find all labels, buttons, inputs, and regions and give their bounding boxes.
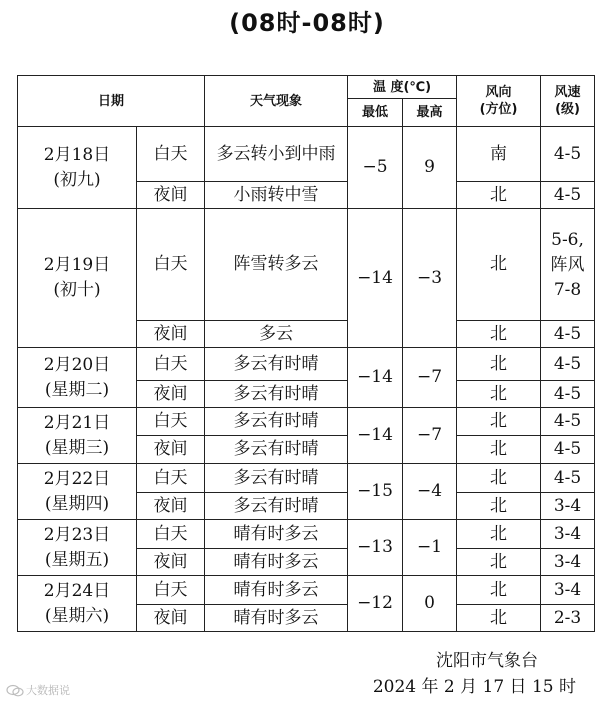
period-cell: 白天 bbox=[137, 127, 205, 182]
period-cell: 白天 bbox=[137, 408, 205, 436]
date-label: 2月18日 bbox=[43, 144, 111, 165]
wind-speed-cell: 4-5 bbox=[541, 464, 595, 493]
lunar-label: (初九) bbox=[53, 169, 101, 190]
date-cell bbox=[18, 520, 137, 576]
weather-cell: 晴有时多云 bbox=[205, 576, 348, 605]
weather-cell: 晴有时多云 bbox=[205, 605, 348, 632]
min-temp-cell: −14 bbox=[348, 209, 403, 348]
header-max-temp: 最高 bbox=[403, 99, 457, 127]
weather-cell: 多云 bbox=[205, 321, 348, 348]
date-cell bbox=[18, 348, 137, 408]
period-cell: 夜间 bbox=[137, 549, 205, 576]
period-cell: 夜间 bbox=[137, 605, 205, 632]
wind-direction-cell: 北 bbox=[457, 348, 541, 381]
wind-direction-cell: 北 bbox=[457, 321, 541, 348]
header-wind-direction-unit: (方位) bbox=[479, 102, 518, 117]
min-temp-cell: −14 bbox=[348, 408, 403, 464]
period-cell: 白天 bbox=[137, 576, 205, 605]
wind-speed-cell: 5-6,阵风7-8 bbox=[541, 209, 595, 321]
wind-direction-cell: 北 bbox=[457, 464, 541, 493]
weather-cell: 多云有时晴 bbox=[205, 348, 348, 381]
date-label: 2月22日 bbox=[43, 468, 111, 489]
table-row bbox=[18, 520, 595, 549]
date-cell bbox=[18, 209, 137, 348]
date-label: 2月24日 bbox=[43, 580, 111, 601]
weather-cell: 多云有时晴 bbox=[205, 408, 348, 436]
wind-speed-cell: 3-4 bbox=[541, 520, 595, 549]
wind-speed-cell: 3-4 bbox=[541, 549, 595, 576]
period-cell: 白天 bbox=[137, 520, 205, 549]
max-temp-cell: −7 bbox=[403, 348, 457, 408]
wind-direction-cell: 南 bbox=[457, 127, 541, 182]
header-wind-speed bbox=[541, 76, 595, 127]
wind-direction-cell: 北 bbox=[457, 576, 541, 605]
header-wind-speed-label: 风速 bbox=[554, 85, 581, 100]
wind-direction-cell: 北 bbox=[457, 520, 541, 549]
header-temperature: 温 度(℃) bbox=[348, 76, 457, 99]
min-temp-cell: −13 bbox=[348, 520, 403, 576]
period-cell: 夜间 bbox=[137, 493, 205, 520]
max-temp-cell: −1 bbox=[403, 520, 457, 576]
header-wind-direction bbox=[457, 76, 541, 127]
table-row bbox=[18, 576, 595, 605]
header-min-temp: 最低 bbox=[348, 99, 403, 127]
date-cell bbox=[18, 127, 137, 209]
lunar-label: (星期三) bbox=[44, 437, 110, 458]
header-weather: 天气现象 bbox=[205, 76, 348, 127]
date-label: 2月19日 bbox=[43, 255, 111, 275]
wind-direction-cell: 北 bbox=[457, 381, 541, 408]
wind-direction-cell: 北 bbox=[457, 209, 541, 321]
min-temp-cell: −14 bbox=[348, 348, 403, 408]
date-label: 2月23日 bbox=[43, 524, 111, 545]
wind-direction-cell: 北 bbox=[457, 605, 541, 632]
weather-cell: 阵雪转多云 bbox=[205, 209, 348, 321]
weather-cell: 晴有时多云 bbox=[205, 549, 348, 576]
header-date: 日期 bbox=[18, 76, 205, 127]
wind-speed-cell: 4-5 bbox=[541, 381, 595, 408]
wind-direction-cell: 北 bbox=[457, 549, 541, 576]
weather-cell: 多云有时晴 bbox=[205, 436, 348, 464]
wind-speed-cell: 4-5 bbox=[541, 348, 595, 381]
table-row bbox=[18, 408, 595, 436]
table-row bbox=[18, 127, 595, 182]
min-temp-cell: −12 bbox=[348, 576, 403, 632]
header-wind-speed-unit: (级) bbox=[555, 102, 580, 117]
header-wind-direction-label: 风向 bbox=[485, 85, 512, 100]
weather-cell: 多云有时晴 bbox=[205, 493, 348, 520]
wind-speed-cell: 4-5 bbox=[541, 182, 595, 209]
wind-speed-cell: 2-3 bbox=[541, 605, 595, 632]
max-temp-cell: −4 bbox=[403, 464, 457, 520]
wind-speed-cell: 4-5 bbox=[541, 321, 595, 348]
forecast-table bbox=[17, 75, 595, 632]
weather-cell: 晴有时多云 bbox=[205, 520, 348, 549]
wind-speed-cell: 4-5 bbox=[541, 436, 595, 464]
max-temp-cell: −7 bbox=[403, 408, 457, 464]
period-cell: 夜间 bbox=[137, 381, 205, 408]
date-cell bbox=[18, 464, 137, 520]
weather-cell: 多云有时晴 bbox=[205, 381, 348, 408]
period-cell: 夜间 bbox=[137, 436, 205, 464]
wind-speed-cell: 4-5 bbox=[541, 408, 595, 436]
lunar-label: (星期五) bbox=[44, 549, 110, 570]
date-label: 2月21日 bbox=[43, 412, 111, 433]
date-cell bbox=[18, 576, 137, 632]
watermark bbox=[6, 684, 70, 698]
lunar-label: (星期六) bbox=[44, 605, 110, 626]
max-temp-cell: 0 bbox=[403, 576, 457, 632]
wind-speed-cell: 3-4 bbox=[541, 493, 595, 520]
min-temp-cell: −5 bbox=[348, 127, 403, 209]
wind-direction-cell: 北 bbox=[457, 182, 541, 209]
wind-direction-cell: 北 bbox=[457, 436, 541, 464]
lunar-label: (星期四) bbox=[44, 493, 110, 514]
date-label: 2月20日 bbox=[43, 354, 111, 375]
weather-cell: 小雨转中雪 bbox=[205, 182, 348, 209]
wind-speed-cell: 3-4 bbox=[541, 576, 595, 605]
wind-direction-cell: 北 bbox=[457, 493, 541, 520]
min-temp-cell: −15 bbox=[348, 464, 403, 520]
weather-cell: 多云有时晴 bbox=[205, 464, 348, 493]
period-cell: 夜间 bbox=[137, 321, 205, 348]
max-temp-cell: 9 bbox=[403, 127, 457, 209]
page-title: (08时-08时) bbox=[229, 9, 385, 37]
lunar-label: (星期二) bbox=[44, 379, 110, 400]
table-row bbox=[18, 464, 595, 493]
weather-cell: 多云转小到中雨 bbox=[205, 127, 348, 182]
period-cell: 夜间 bbox=[137, 182, 205, 209]
table-row bbox=[18, 209, 595, 321]
chat-bubble-icon bbox=[6, 684, 24, 698]
date-cell bbox=[18, 408, 137, 464]
issue-time: 2024 年 2 月 17 日 15 时 bbox=[372, 677, 576, 697]
issuing-organization: 沈阳市气象台 bbox=[436, 651, 538, 671]
period-cell: 白天 bbox=[137, 348, 205, 381]
lunar-label: (初十) bbox=[53, 280, 101, 300]
wind-direction-cell: 北 bbox=[457, 408, 541, 436]
watermark-text: 大数据说 bbox=[26, 684, 70, 697]
table-row bbox=[18, 348, 595, 381]
max-temp-cell: −3 bbox=[403, 209, 457, 348]
wind-speed-cell: 4-5 bbox=[541, 127, 595, 182]
period-cell: 白天 bbox=[137, 209, 205, 321]
period-cell: 白天 bbox=[137, 464, 205, 493]
